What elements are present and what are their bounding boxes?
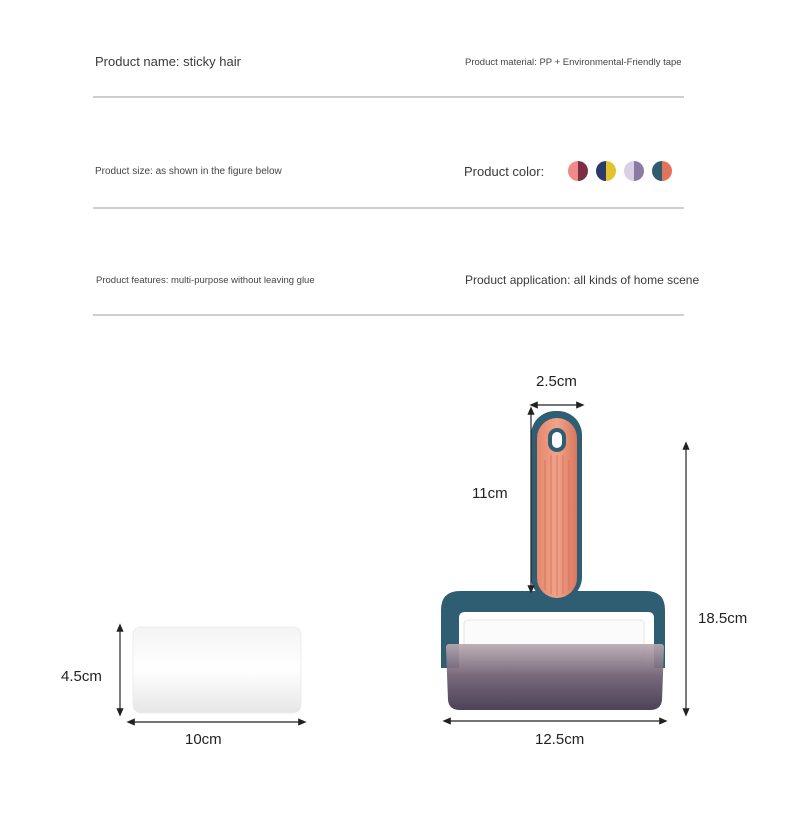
handle-width-label: 2.5cm bbox=[536, 373, 577, 390]
product-size: Product size: as shown in the figure below bbox=[95, 166, 282, 177]
product-color-label: Product color: bbox=[464, 164, 545, 179]
refill-roll bbox=[133, 627, 301, 713]
total-height-label: 18.5cm bbox=[698, 610, 748, 627]
product-application: Product application: all kinds of home scene bbox=[465, 273, 700, 287]
product-features: Product features: multi-purpose without leaving glue bbox=[96, 275, 315, 286]
roll-width-label: 10cm bbox=[185, 731, 222, 748]
product-name: Product name: sticky hair bbox=[95, 54, 241, 69]
handle-length-label: 11cm bbox=[472, 485, 508, 502]
total-width-label: 12.5cm bbox=[535, 731, 585, 748]
product-material: Product material: PP + Environmental-Friendly tape bbox=[465, 57, 682, 68]
roll-height-label: 4.5cm bbox=[61, 668, 102, 685]
lint-roller bbox=[441, 411, 665, 710]
